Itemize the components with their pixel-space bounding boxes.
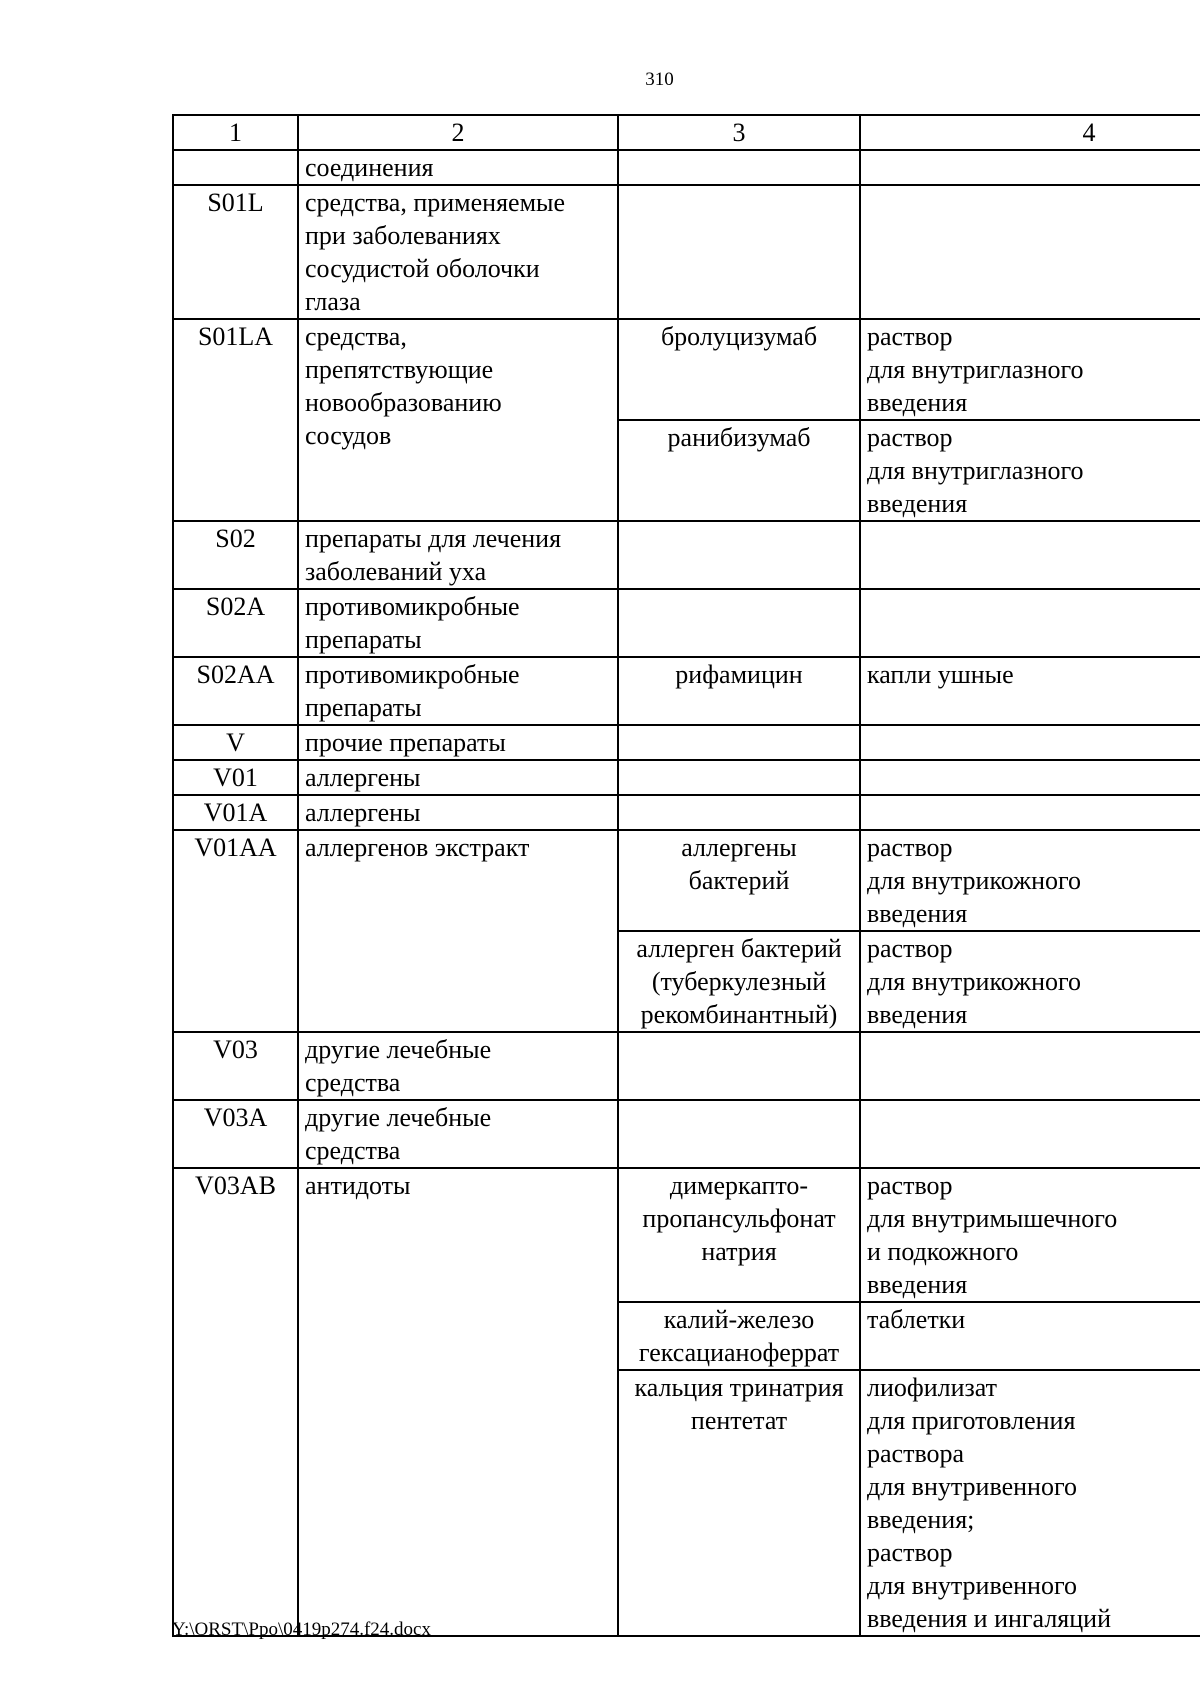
cell-line: аллергены <box>305 798 421 827</box>
cell-line: антидоты <box>305 1171 411 1200</box>
group-name-cell <box>298 319 618 521</box>
cell-line: введения <box>867 388 968 417</box>
cell-line: натрия <box>701 1237 777 1266</box>
atc-code-cell: S02 <box>173 521 298 589</box>
cell-line: для внутриглазного <box>867 456 1084 485</box>
cell-line: новообразованию <box>305 388 502 417</box>
atc-code-cell: S02A <box>173 589 298 657</box>
dosage-form-cell <box>860 657 1200 725</box>
group-name-cell <box>298 1168 618 1636</box>
atc-code-cell: V <box>173 725 298 760</box>
dosage-form-cell <box>860 795 1200 830</box>
drug-name-cell <box>618 830 860 931</box>
drug-name-cell <box>618 657 860 725</box>
cell-line: раствор <box>867 1171 953 1200</box>
cell-line: рекомбинантный) <box>640 1000 838 1029</box>
cell-line: ранибизумаб <box>667 423 811 452</box>
cell-line: введения <box>867 1270 968 1299</box>
dosage-form-cell <box>860 830 1200 931</box>
dosage-form-cell <box>860 1032 1200 1100</box>
page-number: 310 <box>645 69 674 90</box>
cell-line: для приготовления <box>867 1406 1076 1435</box>
table-row <box>173 185 1200 319</box>
cell-line: для внутрикожного <box>867 866 1082 895</box>
cell-line: препараты для лечения <box>305 524 562 553</box>
drug-name-cell <box>618 760 860 795</box>
dosage-form-cell <box>860 931 1200 1032</box>
dosage-form-cell <box>860 521 1200 589</box>
table-row <box>173 150 1200 185</box>
cell-line: средства <box>305 1068 401 1097</box>
group-name-cell <box>298 795 618 830</box>
dosage-form-cell <box>860 1100 1200 1168</box>
cell-line: препараты <box>305 625 422 654</box>
table-row <box>173 725 1200 760</box>
cell-line: прочие препараты <box>305 728 506 757</box>
cell-line: введения <box>867 489 968 518</box>
cell-line: заболеваний уха <box>305 557 487 586</box>
cell-line: при заболеваниях <box>305 221 501 250</box>
group-name-cell <box>298 725 618 760</box>
cell-line: аллергены <box>305 763 421 792</box>
drug-name-cell <box>618 150 860 185</box>
cell-line: аллерген бактерий <box>636 934 842 963</box>
dosage-form-cell <box>860 1168 1200 1302</box>
dosage-form-cell <box>860 589 1200 657</box>
group-name-cell <box>298 657 618 725</box>
cell-line: препараты <box>305 693 422 722</box>
cell-line: раствор <box>867 322 953 351</box>
cell-line: средства, <box>305 322 407 351</box>
group-name-cell <box>298 589 618 657</box>
table-row <box>173 795 1200 830</box>
cell-line: раствор <box>867 1538 953 1567</box>
drug-name-cell <box>618 931 860 1032</box>
group-name-cell <box>298 760 618 795</box>
cell-line: другие лечебные <box>305 1103 492 1132</box>
cell-line: калий-железо <box>663 1305 815 1334</box>
atc-code-cell <box>173 150 298 185</box>
dosage-form-cell <box>860 760 1200 795</box>
cell-line: раствора <box>867 1439 965 1468</box>
drug-name-cell <box>618 795 860 830</box>
cell-line: средства, применяемые <box>305 188 566 217</box>
table-row <box>173 589 1200 657</box>
cell-line: сосудов <box>305 421 392 450</box>
drug-name-cell <box>618 185 860 319</box>
atc-code-cell: S02AA <box>173 657 298 725</box>
cell-line: лиофилизат <box>867 1373 998 1402</box>
table-row <box>173 1032 1200 1100</box>
atc-code-cell: V01A <box>173 795 298 830</box>
cell-line: пентетат <box>690 1406 788 1435</box>
drug-name-cell <box>618 319 860 420</box>
cell-line: раствор <box>867 423 953 452</box>
group-name-cell <box>298 1100 618 1168</box>
drug-name-cell <box>618 1168 860 1302</box>
cell-line: глаза <box>305 287 361 316</box>
cell-line: пропансульфонат <box>642 1204 836 1233</box>
cell-line: таблетки <box>867 1305 966 1334</box>
header-cell-3: 3 <box>618 115 860 150</box>
cell-line: введения и ингаляций <box>867 1604 1112 1633</box>
table-row <box>173 1100 1200 1168</box>
atc-code-cell: V01AA <box>173 830 298 1032</box>
cell-line: гексацианоферрат <box>638 1338 840 1367</box>
cell-line: (туберкулезный <box>651 967 827 996</box>
atc-code-cell: V03AB <box>173 1168 298 1636</box>
table-row <box>173 830 1200 931</box>
cell-line: для внутримышечного <box>867 1204 1118 1233</box>
drug-name-cell <box>618 1032 860 1100</box>
cell-line: бролуцизумаб <box>660 322 818 351</box>
drug-name-cell <box>618 589 860 657</box>
table-row <box>173 1168 1200 1302</box>
atc-code-cell: S01L <box>173 185 298 319</box>
cell-line: для внутривенного <box>867 1472 1077 1501</box>
dosage-form-cell <box>860 1370 1200 1636</box>
group-name-cell <box>298 521 618 589</box>
drug-name-cell <box>618 1370 860 1636</box>
dosage-form-cell <box>860 150 1200 185</box>
dosage-form-cell <box>860 319 1200 420</box>
group-name-cell <box>298 185 618 319</box>
cell-line: капли ушные <box>867 660 1014 689</box>
cell-line: для внутривенного <box>867 1571 1077 1600</box>
header-cell-4: 4 <box>860 115 1200 150</box>
cell-line: раствор <box>867 934 953 963</box>
cell-line: сосудистой оболочки <box>305 254 540 283</box>
cell-line: кальция тринатрия <box>634 1373 844 1402</box>
medication-table <box>172 114 1200 1640</box>
cell-line: и подкожного <box>867 1237 1019 1266</box>
cell-line: другие лечебные <box>305 1035 492 1064</box>
atc-code-cell: V03 <box>173 1032 298 1100</box>
atc-code-cell: V03A <box>173 1100 298 1168</box>
dosage-form-cell <box>860 725 1200 760</box>
table-row <box>173 760 1200 795</box>
atc-code-cell: S01LA <box>173 319 298 521</box>
cell-line: рифамицин <box>675 660 803 689</box>
group-name-cell <box>298 830 618 1032</box>
atc-code-cell: V01 <box>173 760 298 795</box>
cell-line: аллергенов экстракт <box>305 833 530 862</box>
drug-name-cell <box>618 1100 860 1168</box>
header-row <box>173 115 1200 150</box>
table-row <box>173 657 1200 725</box>
footer-file-path: Y:\ORST\Ppo\0419p274.f24.docx <box>172 1619 431 1640</box>
table-row <box>173 521 1200 589</box>
cell-line: введения <box>867 899 968 928</box>
cell-line: препятствующие <box>305 355 494 384</box>
cell-line: бактерий <box>688 866 790 895</box>
table-row <box>173 319 1200 420</box>
header-cell-2: 2 <box>298 115 618 150</box>
drug-name-cell <box>618 725 860 760</box>
drug-name-cell <box>618 521 860 589</box>
dosage-form-cell <box>860 1302 1200 1370</box>
header-cell-1: 1 <box>173 115 298 150</box>
drug-name-cell <box>618 420 860 521</box>
cell-line: противомикробные <box>305 660 520 689</box>
cell-line: введения <box>867 1000 968 1029</box>
group-name-cell <box>298 150 618 185</box>
cell-line: соединения <box>305 153 434 182</box>
cell-line: противомикробные <box>305 592 520 621</box>
dosage-form-cell <box>860 420 1200 521</box>
drug-name-cell <box>618 1302 860 1370</box>
cell-line: раствор <box>867 833 953 862</box>
group-name-cell <box>298 1032 618 1100</box>
cell-line: для внутрикожного <box>867 967 1082 996</box>
dosage-form-cell <box>860 185 1200 319</box>
cell-line: введения; <box>867 1505 975 1534</box>
cell-line: димеркапто- <box>669 1171 809 1200</box>
cell-line: средства <box>305 1136 401 1165</box>
cell-line: для внутриглазного <box>867 355 1084 384</box>
cell-line: аллергены <box>681 833 797 862</box>
